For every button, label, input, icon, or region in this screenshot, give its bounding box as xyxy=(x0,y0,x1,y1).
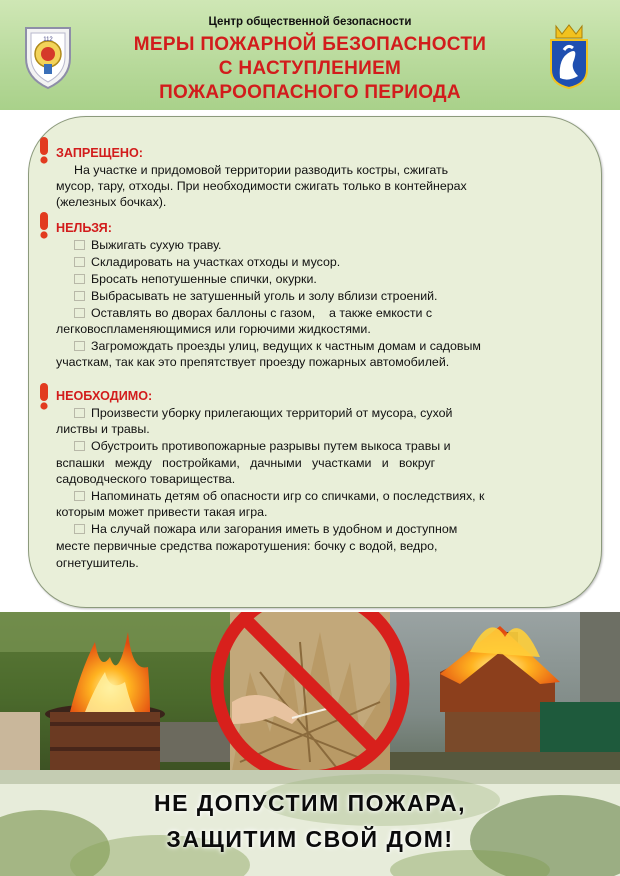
exclamation-icon xyxy=(38,211,50,239)
list-item-continuation: легковоспламеняющимися или горючими жидкостями. xyxy=(56,322,371,336)
list-item-continuation: садоводческого товарищества. xyxy=(56,472,236,486)
page-title-line-3: ПОЖАРООПАСНОГО ПЕРИОДА xyxy=(159,82,461,103)
list-item: Напоминать детям об опасности игр со спичками, о последствиях, к xyxy=(74,488,564,505)
list-item: Выбрасывать не затушенный уголь и золу вблизи строений. xyxy=(74,288,564,305)
list-item-continuation: вспашки между постройками, дачными участками и вокруг xyxy=(56,456,436,470)
exclamation-icon xyxy=(38,136,50,164)
bottom-foliage-band xyxy=(0,770,620,876)
bullet-icon xyxy=(74,308,85,318)
shield-emblem-icon xyxy=(22,24,74,90)
list-item: Складировать на участках отходы и мусор. xyxy=(74,254,564,271)
section-title-not-allowed: НЕЛЬЗЯ: xyxy=(56,221,112,235)
list-item: Бросать непотушенные спички, окурки. xyxy=(74,271,564,288)
fire-photo-collage xyxy=(0,612,620,782)
coat-of-arms-icon xyxy=(548,22,590,90)
page-title-line-2: С НАСТУПЛЕНИЕМ xyxy=(218,58,402,79)
bullet-icon xyxy=(74,257,85,267)
list-item: На случай пожара или загорания иметь в удобном и доступном xyxy=(74,521,564,538)
list-item: Выжигать сухую траву. xyxy=(74,237,564,254)
list-item-continuation: участкам, так как это препятствует проезду пожарных автомобилей. xyxy=(56,355,450,369)
list-item-continuation: которым может привести такая игра. xyxy=(56,505,268,519)
bullet-icon xyxy=(74,240,85,250)
header-banner xyxy=(0,0,620,110)
bullet-icon xyxy=(74,441,85,451)
list-item-continuation: огнетушитель. xyxy=(56,556,139,570)
exclamation-icon xyxy=(38,382,50,410)
bullet-icon xyxy=(74,291,85,301)
section-title-required: НЕОБХОДИМО: xyxy=(56,389,153,403)
list-item: Произвести уборку прилегающих территорий от мусора, сухой xyxy=(74,405,564,422)
bullet-icon xyxy=(74,341,85,351)
forbidden-line-1: На участке и придомовой территории разводить костры, сжигать xyxy=(74,163,449,177)
org-name: Центр общественной безопасности xyxy=(208,16,412,28)
bullet-icon xyxy=(74,524,85,534)
slogan-line-1: НЕ ДОПУСТИМ ПОЖАРА, xyxy=(154,790,466,816)
list-item: Обустроить противопожарные разрывы путем выкоса травы и xyxy=(74,438,564,455)
list-item-continuation: месте первичные средства пожаротушения: бочку с водой, ведро, xyxy=(56,539,438,553)
page-title-line-1: МЕРЫ ПОЖАРНОЙ БЕЗОПАСНОСТИ xyxy=(133,34,487,55)
bullet-icon xyxy=(74,274,85,284)
slogan-line-2: ЗАЩИТИМ СВОЙ ДОМ! xyxy=(166,826,454,852)
section-title-forbidden: ЗАПРЕЩЕНО: xyxy=(56,146,143,160)
list-item-continuation: листвы и травы. xyxy=(56,422,150,436)
forbidden-line-3: (железных бочках). xyxy=(56,195,167,209)
forbidden-line-2: мусор, тару, отходы. При необходимости сжигать только в контейнерах xyxy=(56,179,467,193)
bullet-icon xyxy=(74,491,85,501)
list-item: Оставлять во дворах баллоны с газом, а также емкости с xyxy=(74,305,564,322)
svg-text:112: 112 xyxy=(43,37,53,43)
list-item: Загромождать проезды улиц, ведущих к частным домам и садовым xyxy=(74,338,564,355)
bullet-icon xyxy=(74,408,85,418)
